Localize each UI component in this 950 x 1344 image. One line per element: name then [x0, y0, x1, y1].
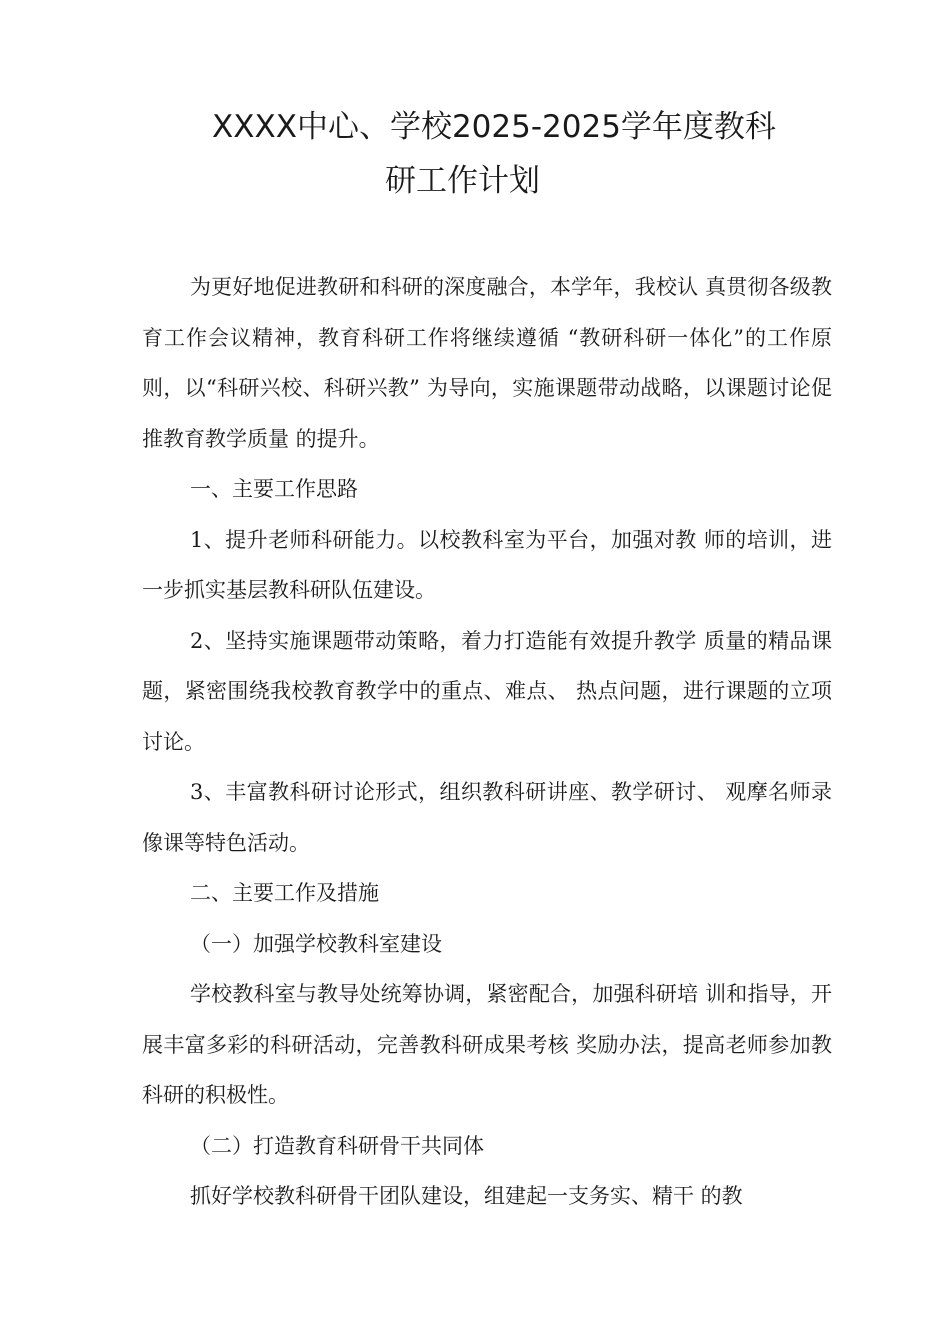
paragraph-item-3: 3、丰富教科研讨论形式，组织教科研讲座、教学研讨、 观摩名师录像课等特色活动。 — [142, 780, 832, 855]
paragraph-subsection-2: 抓好学校教科研骨干团队建设，组建起一支务实、精干 的教 — [190, 1184, 743, 1208]
document-title — [0, 100, 950, 208]
subsection-heading-1: （一）加强学校教科室建设 — [190, 931, 442, 956]
subsection-heading-2: （二）打造教育科研骨干共同体 — [190, 1133, 484, 1158]
paragraph-item-1: 1、提升老师科研能力。以校教科室为平台，加强对教 师的培训，进一步抓实基层教科研队伍建设。 — [142, 527, 832, 602]
document-body — [142, 262, 832, 1222]
paragraph-item-2: 2、坚持实施课题带动策略，着力打造能有效提升教学 质量的精品课题，紧密围绕我校教育教学中的重点、难点、 热点问题，进行课题的立项讨论。 — [142, 628, 832, 754]
paragraph-subsection-1: 学校教科室与教导处统筹协调，紧密配合，加强科研培 训和指导，开展丰富多彩的科研活动，完善教科研成果考核 奖励办法，提高老师参加教科研的积极性。 — [142, 982, 832, 1107]
paragraph-intro: 为更好地促进教研和科研的深度融合，本学年，我校认 真贯彻各级教育工作会议精神，教育科研工作将继续遵循 “教研科研一体化”的工作原则，以“科研兴校、科研兴教” 为导向，实施课题带动战略，以课题讨论促推教育教学质量 的提升。 — [142, 275, 832, 451]
title-line-1: XXXX中心、学校2025-2025学年度教科 — [212, 109, 776, 145]
section-heading-1: 一、主要工作思路 — [190, 477, 358, 501]
section-heading-2: 二、主要工作及措施 — [190, 881, 379, 905]
title-line-2: 研工作计划 — [385, 163, 540, 199]
